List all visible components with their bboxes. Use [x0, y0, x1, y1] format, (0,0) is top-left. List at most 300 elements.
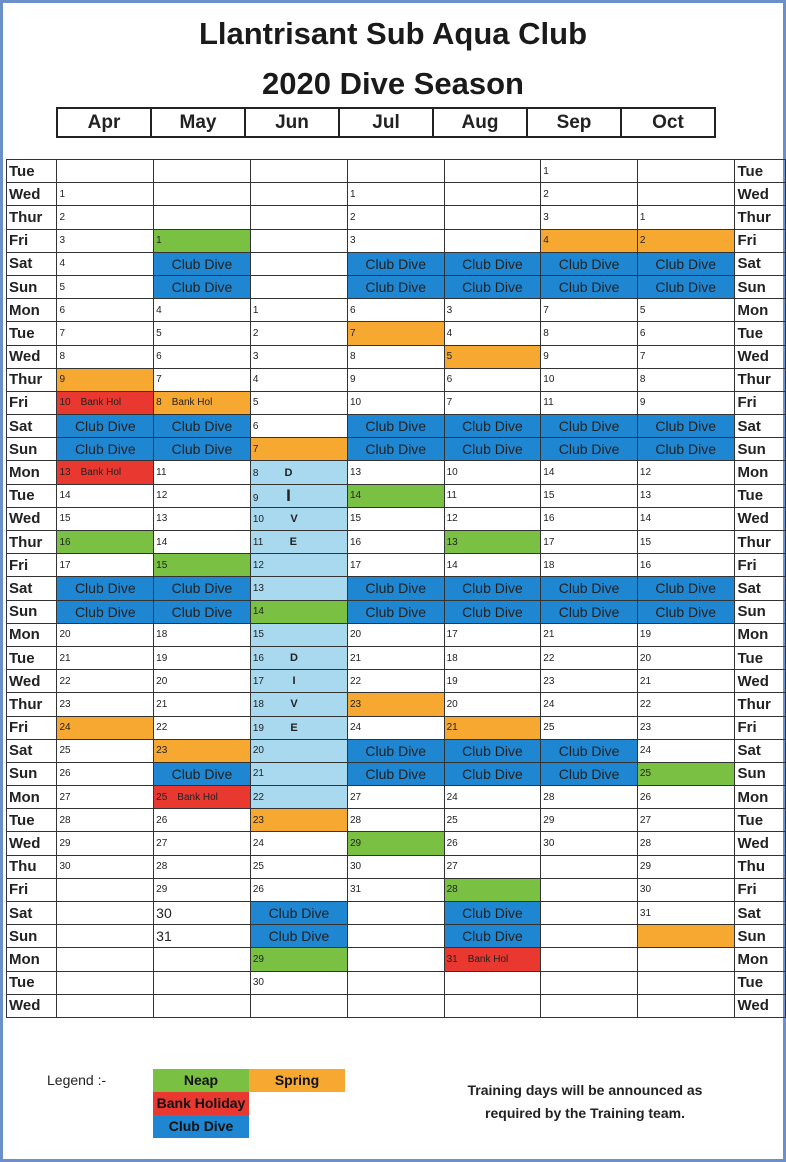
dive-letter: V: [290, 698, 298, 711]
date-number: 13: [59, 467, 71, 479]
day-cell-may: [154, 623, 251, 646]
bank-hol-label: Bank Hol: [467, 953, 509, 965]
club-dive-cell-oct: Club Dive: [637, 600, 734, 623]
date-number: 27: [349, 791, 362, 803]
calendar-row: [7, 206, 786, 229]
club-dive-cell-oct: Club Dive: [637, 275, 734, 298]
date-number: 4: [543, 235, 549, 247]
date-number: 29: [59, 838, 71, 850]
date-number: 9: [59, 374, 65, 386]
date-number: 18: [156, 629, 168, 641]
weekday-label: Mon: [7, 461, 57, 484]
date-number: 27: [639, 814, 652, 826]
date-number: 31: [446, 953, 458, 965]
day-cell-jul: [347, 391, 444, 414]
dive-letter: E: [290, 721, 298, 734]
date-number: 9: [349, 374, 356, 386]
date-number: 14: [543, 467, 555, 479]
club-dive-cell-jun: Club Dive: [250, 925, 347, 948]
day-cell-oct: [637, 994, 734, 1017]
date-number: 14: [446, 559, 458, 571]
day-cell-aug: [444, 229, 541, 252]
calendar-row: [7, 762, 786, 785]
weekday-label-right: Mon: [734, 299, 786, 322]
date-number: 29: [349, 838, 362, 850]
day-cell-jul: [347, 345, 444, 368]
bank-holiday-cell-apr: [57, 461, 154, 484]
weekday-label-right: Mon: [734, 461, 786, 484]
day-cell-jun: [250, 646, 347, 669]
date-number: 20: [59, 629, 71, 641]
date-number: 18: [252, 699, 264, 711]
date-number: 24: [349, 722, 362, 734]
date-number: 2: [59, 211, 65, 223]
weekday-label-right: Mon: [734, 786, 786, 809]
spring-cell-oct: [637, 229, 734, 252]
day-cell-jul: [347, 971, 444, 994]
day-cell-sep: [541, 971, 638, 994]
club-dive-cell-jul: Club Dive: [347, 275, 444, 298]
date-number: 17: [252, 676, 264, 688]
bank-hol-label: Bank Hol: [171, 397, 213, 409]
day-cell-may: [154, 345, 251, 368]
date-number: 18: [446, 652, 458, 664]
date-number: 30: [349, 861, 362, 873]
day-cell-may: [154, 368, 251, 391]
date-number: 1: [639, 211, 646, 223]
date-number: 13: [349, 467, 362, 479]
day-cell-apr: [57, 507, 154, 530]
day-cell-may: [154, 646, 251, 669]
date-number: 8: [59, 351, 65, 363]
day-cell-apr: [57, 484, 154, 507]
day-cell-may: [154, 206, 251, 229]
club-dive-cell-oct: Club Dive: [637, 415, 734, 438]
day-cell-apr: [57, 693, 154, 716]
day-cell-may: [154, 507, 251, 530]
calendar-row: [7, 600, 786, 623]
day-cell-apr: [57, 206, 154, 229]
month-header-sep: Sep: [527, 108, 621, 137]
date-number: 20: [639, 652, 652, 664]
day-cell-sep: [541, 832, 638, 855]
date-number: 16: [543, 513, 555, 525]
day-cell-may: [154, 925, 251, 948]
day-cell-sep: [541, 994, 638, 1017]
day-cell-jul: [347, 925, 444, 948]
neap-cell-jul: [347, 484, 444, 507]
club-dive-cell-jul: Club Dive: [347, 739, 444, 762]
date-number: 8: [639, 374, 646, 386]
day-cell-apr: [57, 878, 154, 901]
day-cell-jun: [250, 391, 347, 414]
date-number: 16: [349, 536, 362, 548]
date-number: 26: [156, 814, 168, 826]
day-cell-jun: [250, 299, 347, 322]
club-dive-cell-jul: Club Dive: [347, 415, 444, 438]
day-cell-apr: [57, 994, 154, 1017]
legend-club-dive: Club Dive: [153, 1115, 249, 1138]
month-header-oct: Oct: [621, 108, 715, 137]
weekday-label: Wed: [7, 832, 57, 855]
day-cell-oct: [637, 670, 734, 693]
weekday-label: Sat: [7, 739, 57, 762]
day-cell-jun: [250, 531, 347, 554]
date-number: 20: [446, 698, 458, 710]
day-cell-jun: [250, 971, 347, 994]
day-cell-aug: [444, 623, 541, 646]
weekday-label: Wed: [7, 345, 57, 368]
calendar-row: [7, 878, 786, 901]
day-cell-jun: [250, 878, 347, 901]
day-cell-may: [154, 670, 251, 693]
day-cell-jun: [250, 623, 347, 646]
day-cell-sep: [541, 345, 638, 368]
calendar-row: [7, 461, 786, 484]
day-cell-sep: [541, 878, 638, 901]
bank-holiday-cell-may: [154, 786, 251, 809]
weekday-label-right: Sun: [734, 925, 786, 948]
date-number: 1: [156, 235, 162, 247]
date-number: 17: [446, 629, 458, 641]
day-cell-aug: [444, 391, 541, 414]
date-number: 22: [349, 675, 362, 687]
day-cell-apr: [57, 670, 154, 693]
weekday-label: Sun: [7, 762, 57, 785]
weekday-label: Mon: [7, 623, 57, 646]
day-cell-sep: [541, 855, 638, 878]
spring-cell-may: [154, 739, 251, 762]
calendar-row: [7, 739, 786, 762]
club-dive-cell-apr: Club Dive: [57, 438, 154, 461]
date-number: 21: [446, 722, 458, 734]
date-number: 7: [59, 327, 65, 339]
day-cell-apr: [57, 902, 154, 925]
calendar-row: [7, 229, 786, 252]
club-dive-cell-jul: Club Dive: [347, 577, 444, 600]
date-number: 10: [252, 513, 264, 525]
date-number: 6: [59, 304, 65, 316]
weekday-label-right: Thur: [734, 693, 786, 716]
spring-cell-apr: [57, 716, 154, 739]
legend-neap: Neap: [153, 1069, 249, 1092]
weekday-label-right: Mon: [734, 623, 786, 646]
date-number: 25: [156, 791, 168, 803]
day-cell-apr: [57, 925, 154, 948]
calendar-row: [7, 484, 786, 507]
weekday-label-right: Tue: [734, 160, 786, 183]
date-number: 23: [252, 814, 264, 826]
club-dive-cell-apr: Club Dive: [57, 577, 154, 600]
date-number: 12: [252, 559, 264, 571]
date-number: 29: [252, 953, 264, 965]
weekday-label: Tue: [7, 484, 57, 507]
day-cell-oct: [637, 623, 734, 646]
day-cell-apr: [57, 299, 154, 322]
club-dive-cell-jul: Club Dive: [347, 762, 444, 785]
day-cell-oct: [637, 345, 734, 368]
day-cell-may: [154, 902, 251, 925]
calendar-row: [7, 646, 786, 669]
date-number: 24: [59, 722, 71, 734]
calendar-row: [7, 183, 786, 206]
weekday-label: Fri: [7, 229, 57, 252]
date-number: 13: [252, 582, 264, 594]
day-cell-apr: [57, 345, 154, 368]
club-dive-cell-sep: Club Dive: [541, 739, 638, 762]
date-number: 15: [639, 536, 652, 548]
neap-cell-aug: [444, 878, 541, 901]
day-cell-jun: [250, 670, 347, 693]
date-number: 16: [252, 653, 264, 665]
club-dive-cell-may: Club Dive: [154, 275, 251, 298]
date-number: 19: [252, 722, 264, 734]
weekday-label-right: Sat: [734, 739, 786, 762]
weekday-label-right: Wed: [734, 670, 786, 693]
day-cell-sep: [541, 531, 638, 554]
weekday-label: Thur: [7, 206, 57, 229]
club-dive-cell-aug: Club Dive: [444, 762, 541, 785]
date-number: 30: [543, 838, 555, 850]
day-cell-may: [154, 994, 251, 1017]
date-number: 29: [156, 884, 168, 896]
page-title: Llantrisant Sub Aqua Club: [198, 16, 588, 51]
date-number: 21: [639, 675, 652, 687]
day-cell-may: [154, 855, 251, 878]
calendar-row: [7, 855, 786, 878]
day-cell-jun: [250, 786, 347, 809]
weekday-label-right: Tue: [734, 484, 786, 507]
page-subtitle: 2020 Dive Season: [262, 66, 524, 101]
day-cell-jun: [250, 229, 347, 252]
calendar-row: [7, 577, 786, 600]
day-cell-jul: [347, 183, 444, 206]
date-number: 27: [446, 861, 458, 873]
spring-cell-jul: [347, 693, 444, 716]
dive-letter: D: [290, 652, 298, 665]
day-cell-jun: [250, 252, 347, 275]
day-cell-oct: [637, 693, 734, 716]
calendar-row: [7, 948, 786, 971]
day-cell-jun: [250, 368, 347, 391]
dive-calendar: [6, 159, 786, 1018]
day-cell-sep: [541, 716, 638, 739]
day-cell-jul: [347, 809, 444, 832]
date-number: 22: [639, 698, 652, 710]
date-number: 11: [252, 537, 264, 549]
training-note-line-1: Training days will be announced as: [467, 1082, 703, 1098]
date-number: 12: [639, 467, 652, 479]
date-number: 30: [252, 977, 264, 989]
day-cell-sep: [541, 693, 638, 716]
weekday-label-right: Wed: [734, 183, 786, 206]
calendar-row: [7, 693, 786, 716]
date-number: 19: [639, 629, 652, 641]
calendar-row: [7, 786, 786, 809]
date-number: 4: [59, 258, 65, 270]
date-number: 19: [156, 652, 168, 664]
bank-hol-label: Bank Hol: [177, 791, 218, 803]
date-number: 5: [252, 397, 259, 409]
date-number: 31: [156, 928, 172, 945]
day-cell-oct: [637, 855, 734, 878]
month-header-jul: Jul: [339, 108, 433, 137]
day-cell-sep: [541, 925, 638, 948]
weekday-label: Fri: [7, 878, 57, 901]
day-cell-may: [154, 971, 251, 994]
date-number: 27: [59, 791, 71, 803]
weekday-label: Fri: [7, 554, 57, 577]
dive-letter: I: [286, 485, 291, 505]
day-cell-aug: [444, 670, 541, 693]
day-cell-aug: [444, 299, 541, 322]
weekday-label: Thu: [7, 855, 57, 878]
day-cell-aug: [444, 809, 541, 832]
date-number: 25: [446, 814, 458, 826]
month-header-aug: Aug: [433, 108, 527, 137]
day-cell-apr: [57, 623, 154, 646]
weekday-label-right: Fri: [734, 229, 786, 252]
day-cell-aug: [444, 832, 541, 855]
day-cell-oct: [637, 902, 734, 925]
day-cell-apr: [57, 762, 154, 785]
club-dive-cell-aug: Club Dive: [444, 577, 541, 600]
day-cell-oct: [637, 531, 734, 554]
weekday-label-right: Thu: [734, 855, 786, 878]
day-cell-aug: [444, 322, 541, 345]
day-cell-jun: [250, 160, 347, 183]
date-number: 11: [446, 490, 457, 502]
weekday-label-right: Tue: [734, 322, 786, 345]
club-dive-cell-oct: Club Dive: [637, 438, 734, 461]
calendar-row: [7, 925, 786, 948]
day-cell-apr: [57, 739, 154, 762]
date-number: 24: [543, 698, 555, 710]
weekday-label-right: Fri: [734, 878, 786, 901]
weekday-label: Tue: [7, 322, 57, 345]
day-cell-sep: [541, 368, 638, 391]
date-number: 25: [543, 722, 555, 734]
day-cell-may: [154, 693, 251, 716]
date-number: 7: [446, 397, 453, 409]
weekday-label-right: Sun: [734, 762, 786, 785]
day-cell-jul: [347, 229, 444, 252]
day-cell-oct: [637, 786, 734, 809]
date-number: 1: [349, 188, 356, 200]
calendar-row: [7, 391, 786, 414]
dive-letter: D: [284, 466, 293, 479]
day-cell-aug: [444, 461, 541, 484]
day-cell-may: [154, 878, 251, 901]
weekday-label: Tue: [7, 809, 57, 832]
date-number: 22: [252, 791, 264, 803]
calendar-row: [7, 716, 786, 739]
neap-cell-jul: [347, 832, 444, 855]
weekday-label: Tue: [7, 971, 57, 994]
weekday-label: Tue: [7, 646, 57, 669]
date-number: 2: [349, 211, 356, 223]
date-number: 31: [639, 907, 652, 919]
day-cell-may: [154, 716, 251, 739]
weekday-label: Sun: [7, 600, 57, 623]
club-dive-cell-may: Club Dive: [154, 577, 251, 600]
date-number: 5: [59, 281, 65, 293]
date-number: 6: [156, 351, 162, 363]
weekday-label-right: Sat: [734, 252, 786, 275]
date-number: 18: [543, 559, 555, 571]
club-dive-cell-aug: Club Dive: [444, 902, 541, 925]
day-cell-jul: [347, 461, 444, 484]
date-number: 20: [252, 745, 264, 757]
calendar-row: [7, 809, 786, 832]
day-cell-aug: [444, 554, 541, 577]
weekday-label-right: Sun: [734, 275, 786, 298]
spring-cell-may: [154, 391, 251, 414]
date-number: 14: [252, 606, 264, 618]
date-number: 6: [446, 374, 453, 386]
date-number: 10: [59, 397, 71, 409]
calendar-row: [7, 415, 786, 438]
club-dive-cell-aug: Club Dive: [444, 415, 541, 438]
day-cell-sep: [541, 507, 638, 530]
bank-holiday-cell-aug: [444, 948, 541, 971]
club-dive-cell-aug: Club Dive: [444, 600, 541, 623]
date-number: 30: [156, 905, 172, 922]
calendar-row: [7, 322, 786, 345]
date-number: 2: [639, 235, 646, 247]
date-number: 22: [59, 675, 71, 687]
day-cell-oct: [637, 878, 734, 901]
date-number: 17: [543, 536, 555, 548]
weekday-label: Mon: [7, 948, 57, 971]
date-number: 23: [543, 675, 555, 687]
day-cell-oct: [637, 832, 734, 855]
day-cell-apr: [57, 971, 154, 994]
date-number: 12: [156, 490, 168, 502]
weekday-label: Wed: [7, 183, 57, 206]
date-number: 25: [252, 861, 264, 873]
calendar-row: [7, 832, 786, 855]
day-cell-may: [154, 299, 251, 322]
date-number: 6: [349, 304, 356, 316]
day-cell-jun: [250, 832, 347, 855]
date-number: 26: [639, 791, 652, 803]
neap-cell-apr: [57, 531, 154, 554]
calendar-row: [7, 670, 786, 693]
day-cell-sep: [541, 554, 638, 577]
calendar-row: [7, 554, 786, 577]
day-cell-aug: [444, 368, 541, 391]
date-number: 13: [446, 536, 458, 548]
weekday-label-right: Tue: [734, 971, 786, 994]
day-cell-aug: [444, 206, 541, 229]
day-cell-sep: [541, 948, 638, 971]
day-cell-oct: [637, 183, 734, 206]
date-number: 6: [252, 420, 259, 432]
month-header-may: May: [151, 108, 245, 137]
day-cell-jun: [250, 554, 347, 577]
neap-cell-jun: [250, 600, 347, 623]
date-number: 4: [446, 327, 453, 339]
date-number: 15: [543, 490, 555, 502]
day-cell-jul: [347, 646, 444, 669]
date-number: 9: [252, 492, 259, 504]
spring-cell-jul: [347, 322, 444, 345]
day-cell-sep: [541, 484, 638, 507]
day-cell-may: [154, 322, 251, 345]
date-number: 13: [156, 513, 168, 525]
club-dive-cell-aug: Club Dive: [444, 275, 541, 298]
